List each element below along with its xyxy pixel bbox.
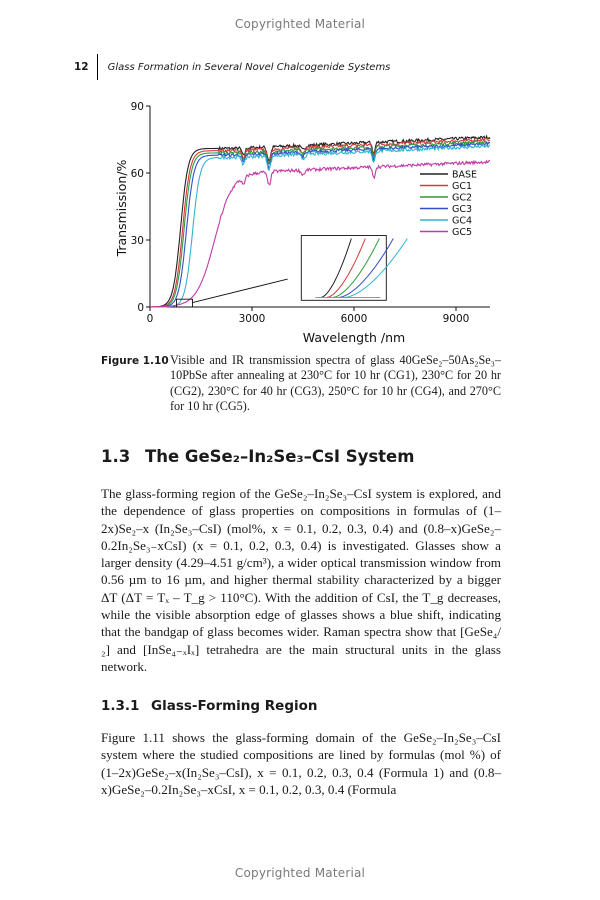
x-tick-label: 9000 <box>442 313 470 325</box>
x-tick-label: 3000 <box>238 313 266 325</box>
inset-box <box>301 236 386 301</box>
transmission-chart <box>100 92 500 350</box>
subsection-number: 1.3.1 <box>101 698 140 714</box>
page-number: 12 <box>74 61 89 73</box>
legend <box>420 170 477 239</box>
section-title: The GeSe₂–In₂Se₃–CsI System <box>145 447 415 466</box>
y-tick-label: 60 <box>130 168 144 180</box>
subsection-paragraph: Figure 1.11 shows the glass-forming domain of the GeSe₂–In₂Se₃–CsI system where the studied compositions are lined by formulas (mol %) of (1–2x)GeSe₂–x(In₂Se₃–CsI), x = 0.1, 0.2, 0.3, 0.4 (Formula 1) and (0.8–x)GeSe₂–0.2In₂Se₃–xCsI, x = 0.1, 0.2, 0.3, 0.4 (Formula <box>101 730 501 797</box>
watermark-top: Copyrighted Material <box>234 17 366 31</box>
legend-label-gc2: GC2 <box>452 192 473 204</box>
y-tick-label: 90 <box>130 101 144 113</box>
section-paragraph: The glass-forming region of the GeSe₂–In₂Se₃–CsI system is explored, and the dependence of glass properties on compositions in formulas of (1–2x)Se₂–x (In₂Se₃–CsI) (mol%, x = 0.1, 0.2, 0.3, 0.4) and (0.8–x)GeSe₂–0.2In₂Se₃₋xCsI) (x = 0.1, 0.2, 0.3, 0.4) is investigated. Glasses show a larger density (4.29–4.51 g/cm³), a wider optical transmission window from 0.56 µm to 16 µm, and higher thermal stability characterized by a bigger ΔT (ΔT = Tₓ – T_g > 110°C). With the addition of CsI, the T_g decreases, while the visible absorption edge of glasses shows a blue shift, indicating that the bandgap of glass becomes wider. Raman spectra show that [GeSe₄/₂] and [InSe₄₋ₓIₓ] tetrahedra are the main structural units in the glass network. <box>101 486 501 674</box>
y-axis-label: Transmission/% <box>114 159 129 257</box>
section-number: 1.3 <box>101 447 131 466</box>
legend-label-gc3: GC3 <box>452 204 473 215</box>
axis-ticks <box>130 101 473 325</box>
running-head <box>74 54 390 80</box>
y-tick-label: 0 <box>137 302 144 314</box>
legend-label-base: BASE <box>452 169 478 181</box>
figure-caption <box>101 353 501 415</box>
inset <box>177 236 408 307</box>
subsection-title: Glass-Forming Region <box>151 698 318 714</box>
x-axis-label: Wavelength /nm <box>302 330 406 345</box>
watermark-bottom: Copyrighted Material <box>234 866 366 880</box>
figure-caption-text: Visible and IR transmission spectra of glass 40GeSe₂–50As₂Se₃–10PbSe after annealing at 230°C for 10 hr (CG1), 230°C for 20 hr (CG2), 230°C for 40 hr (CG3), 250°C for 10 hr (CG4), and 270°C for 10 hr (CG5). <box>170 353 501 414</box>
x-tick-label: 0 <box>146 313 154 325</box>
legend-label-gc5: GC5 <box>452 227 473 238</box>
legend-label-gc1: GC1 <box>452 181 473 192</box>
figure-label: Figure 1.10 <box>101 355 169 367</box>
legend-label-gc4: GC4 <box>452 215 473 227</box>
section-heading <box>101 447 414 466</box>
subsection-heading <box>101 698 318 714</box>
y-tick-label: 30 <box>130 235 144 247</box>
x-tick-label: 6000 <box>340 313 368 325</box>
running-title: Glass Formation in Several Novel Chalcogenide Systems <box>107 61 391 73</box>
zoom-arrow <box>193 279 288 302</box>
